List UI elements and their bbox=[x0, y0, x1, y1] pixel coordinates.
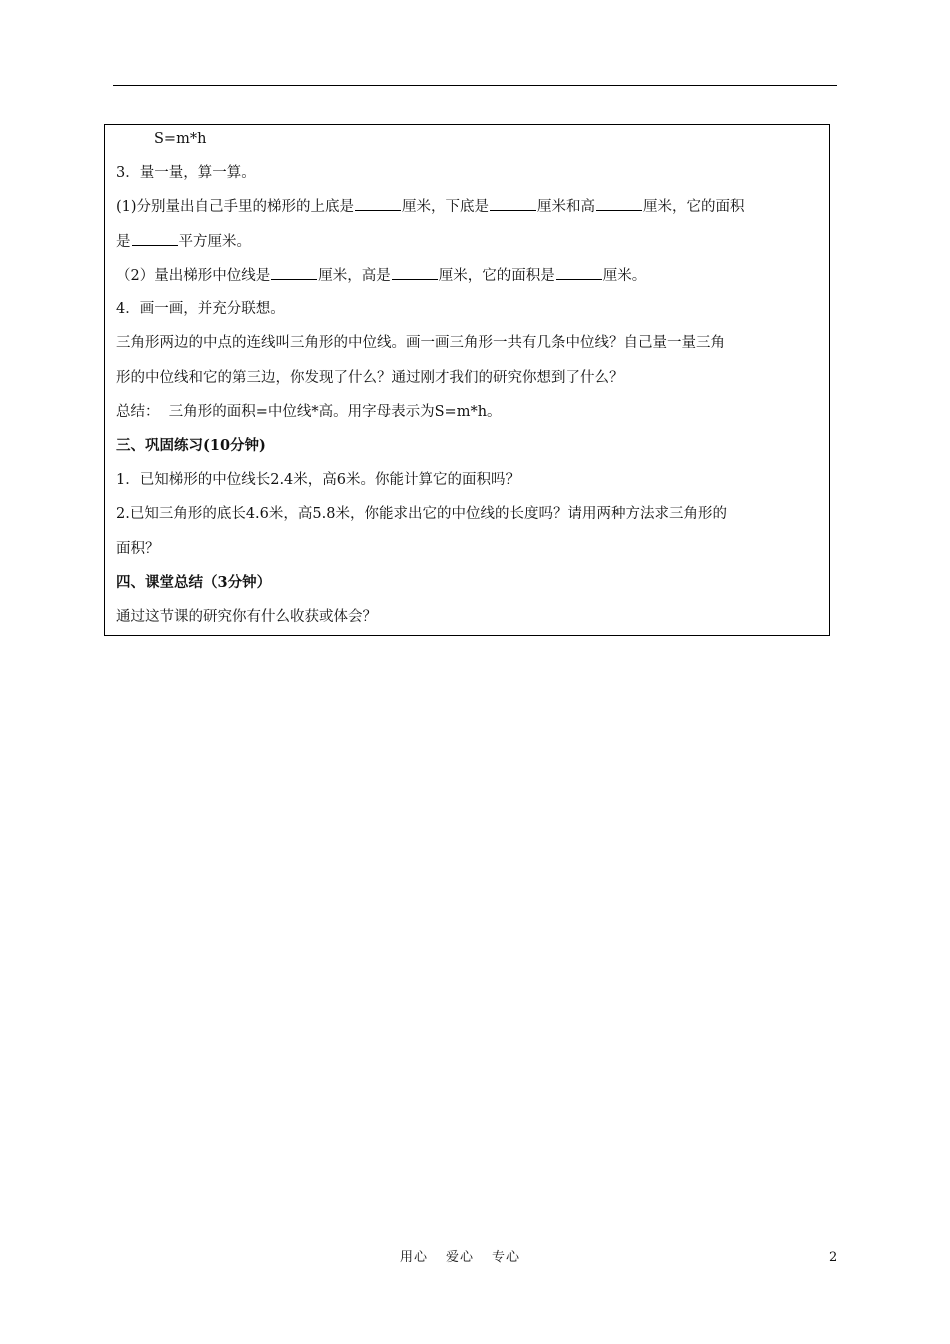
text-segment: 厘米和高 bbox=[537, 199, 596, 215]
summary-line: 总结： 三角形的面积=中位线*高。用字母表示为S=m*h。 bbox=[116, 404, 502, 420]
exercise-2-line-2: 面积？ bbox=[116, 541, 160, 557]
text-segment: 是 bbox=[116, 234, 131, 250]
text-segment: 厘米。 bbox=[602, 268, 647, 284]
measure-trapezoid-line-2 bbox=[116, 231, 251, 252]
text-segment: 厘米，它的面积 bbox=[643, 199, 745, 215]
text-segment: 厘米，高是 bbox=[318, 268, 391, 284]
page-number: 2 bbox=[829, 1250, 838, 1265]
measure-midline-line bbox=[116, 265, 646, 286]
blank-midline-area[interactable] bbox=[556, 265, 602, 280]
section-3-heading: 三、巩固练习(10分钟) bbox=[116, 437, 266, 454]
reflection-question: 通过这节课的研究你有什么收获或体会？ bbox=[116, 609, 377, 625]
text-segment: (1)分别量出自己手里的梯形的上底是 bbox=[116, 199, 355, 215]
text-segment: 平方厘米。 bbox=[178, 234, 251, 250]
blank-area[interactable] bbox=[132, 231, 178, 246]
step-4-heading: 4．画一画，并充分联想。 bbox=[116, 301, 285, 317]
exercise-1: 1．已知梯形的中位线长2.4米，高6米。你能计算它的面积吗？ bbox=[116, 472, 521, 488]
text-segment: 厘米，它的面积是 bbox=[438, 268, 555, 284]
step-3-heading: 3．量一量，算一算。 bbox=[116, 165, 256, 181]
text-segment: 厘米，下底是 bbox=[402, 199, 490, 215]
header-rule bbox=[113, 85, 837, 86]
text-segment: （2）量出梯形中位线是 bbox=[116, 268, 271, 284]
exercise-2-line-1: 2.已知三角形的底长4.6米，高5.8米，你能求出它的中位线的长度吗？请用两种方法求三角形的 bbox=[116, 506, 727, 522]
blank-midline-height[interactable] bbox=[392, 265, 438, 280]
formula-line: S=m*h bbox=[154, 131, 207, 147]
blank-top-base[interactable] bbox=[355, 196, 401, 211]
footer-word: 专心 bbox=[492, 1250, 521, 1265]
triangle-paragraph-line-1: 三角形两边的中点的连线叫三角形的中位线。画一画三角形一共有几条中位线？自己量一量三角 bbox=[116, 335, 725, 351]
footer-word: 用心 bbox=[400, 1250, 429, 1265]
blank-height[interactable] bbox=[596, 196, 642, 211]
triangle-paragraph-line-2: 形的中位线和它的第三边，你发现了什么？通过刚才我们的研究你想到了什么？ bbox=[116, 370, 624, 386]
blank-midline[interactable] bbox=[271, 265, 317, 280]
footer-motto bbox=[400, 1250, 520, 1266]
footer-word: 爱心 bbox=[446, 1250, 475, 1265]
section-4-heading: 四、课堂总结（3分钟） bbox=[116, 574, 272, 591]
measure-trapezoid-line-1 bbox=[116, 196, 745, 217]
blank-bottom-base[interactable] bbox=[490, 196, 536, 211]
